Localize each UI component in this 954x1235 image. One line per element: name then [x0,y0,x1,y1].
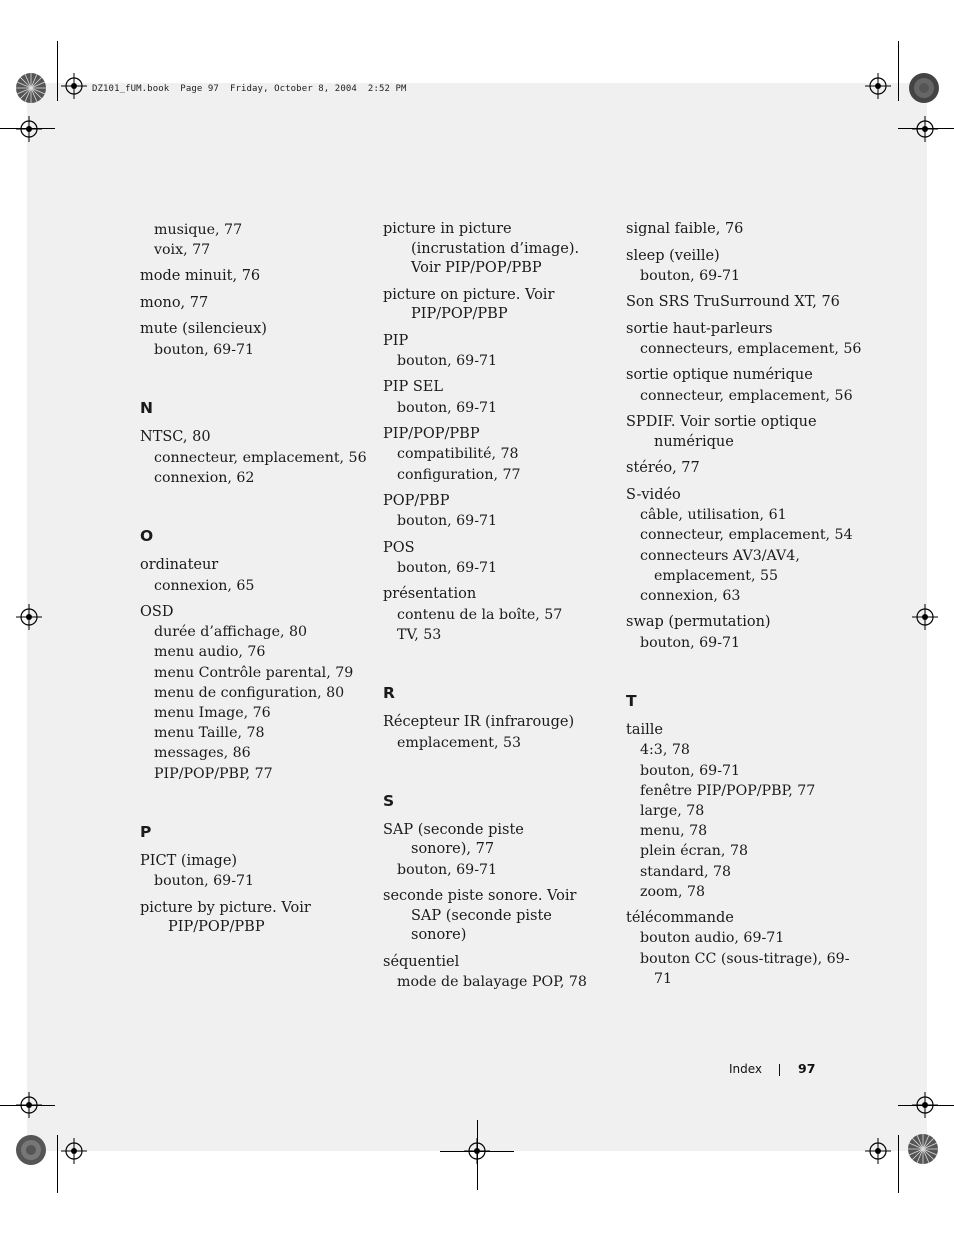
index-term: signal faible, 76 [626,221,744,237]
index-entry [383,332,618,372]
index-subentry: connecteur, emplacement, 56 [154,449,367,466]
index-entry [383,492,618,532]
index-subentry: bouton, 69-71 [640,268,741,284]
index-subentry: configuration, 77 [397,466,521,483]
registration-mark-icon [14,71,48,105]
index-subentry: large, 78 [640,802,705,819]
index-term: NTSC, 80 [140,429,211,446]
index-subentry: standard, 78 [640,863,732,880]
index-entry [626,320,861,360]
index-subentry: bouton CC (sous-titrage), 69- [640,950,850,967]
index-term: SAP (seconde piste [383,821,524,838]
footer-section-label: Index [729,1062,763,1076]
index-term-continuation: sonore) [411,927,467,944]
index-subentry: menu Image, 76 [154,705,271,722]
index-term: sleep (veille) [626,247,720,264]
crosshair-target-icon [16,604,42,630]
registration-mark-icon [907,71,941,105]
index-term: séquentiel [383,953,460,970]
index-column-2 [383,220,618,999]
index-entry [140,899,375,938]
index-entry [140,267,375,287]
registration-mark-icon [906,1132,940,1166]
index-term: Son SRS TruSurround XT, 76 [626,294,840,311]
index-term: S-vidéo [626,486,681,503]
page-number: 97 [798,1061,816,1076]
index-entry [383,286,618,325]
index-subentry: TV, 53 [397,626,442,643]
index-subentry: compatibilité, 78 [397,446,519,463]
index-subentry: connecteurs AV3/AV4, [640,547,800,564]
index-term: picture in picture [383,221,512,237]
index-term: taille [626,721,663,738]
index-subentry: menu Contrôle parental, 79 [154,664,354,681]
crop-line [477,1120,478,1190]
index-entry [140,556,375,596]
crosshair-target-icon [912,1092,938,1118]
index-subentry: menu audio, 76 [154,644,266,661]
index-subentry: fenêtre PIP/POP/PBP, 77 [640,782,816,799]
index-subentry: musique, 77 [154,222,243,238]
index-letter-heading: S [383,791,395,810]
index-term: swap (permutation) [626,614,771,631]
crop-line [898,1135,899,1193]
index-entry [140,428,375,488]
index-column-3 [626,220,861,996]
index-subentry: zoom, 78 [640,883,706,900]
index-subentry: 4:3, 78 [640,742,690,759]
index-entry [626,459,861,479]
print-header: DZ101_fUM.book Page 97 Friday, October 8, 2004 2:52 PM [92,84,407,94]
index-term: picture on picture. Voir [383,286,555,303]
index-term: picture by picture. Voir [140,899,311,916]
index-letter-heading: R [383,684,395,703]
index-term: sortie optique numérique [626,367,813,384]
index-entry [383,378,618,418]
index-letter-heading: N [140,399,153,418]
index-subentry: voix, 77 [154,242,211,259]
index-subentry: connecteur, emplacement, 54 [640,527,853,544]
index-entry [140,294,375,314]
index-entry [383,713,618,753]
index-term-continuation: numérique [654,433,734,450]
index-entry [383,425,618,485]
index-term: PIP [383,332,409,349]
index-subentry: plein écran, 78 [640,843,748,860]
index-entry [383,585,618,645]
index-term: Récepteur IR (infrarouge) [383,714,575,731]
index-term: PIP/POP/PBP [383,425,480,442]
index-letter-heading: O [140,527,154,546]
index-subentry: connecteurs, emplacement, 56 [640,341,862,358]
index-term: SPDIF. Voir sortie optique [626,414,817,431]
index-entry [383,539,618,579]
index-term: PICT (image) [140,852,238,869]
index-term-continuation: sonore), 77 [411,841,495,858]
index-entry [383,953,618,993]
index-letter-heading: T [626,691,637,710]
crosshair-target-icon [61,73,87,99]
index-letter-heading: P [140,822,152,841]
crosshair-target-icon [912,116,938,142]
index-subentry: bouton, 69-71 [640,634,741,651]
index-term: sortie haut-parleurs [626,320,773,337]
index-subentry: menu Taille, 78 [154,725,265,742]
index-term: stéréo, 77 [626,460,700,477]
index-term-continuation: Voir PIP/POP/PBP [411,260,542,276]
crosshair-target-icon [61,1138,87,1164]
index-term-continuation: SAP (seconde piste [411,907,552,924]
index-entry [626,721,861,902]
index-subentry: bouton, 69-71 [397,353,498,369]
index-column-1 [140,220,375,945]
index-entry [140,603,375,784]
footer-separator [779,1064,780,1076]
index-term: OSD [140,603,174,620]
index-entry [626,613,861,653]
index-term: POP/PBP [383,492,450,509]
index-subentry: bouton, 69-71 [397,560,498,577]
index-subentry: connexion, 63 [640,587,741,604]
crop-line [898,41,899,101]
index-subentry: bouton audio, 69-71 [640,930,785,947]
index-subentry: bouton, 69-71 [397,513,498,530]
index-term-continuation: PIP/POP/PBP [168,919,265,936]
index-term: ordinateur [140,557,219,574]
crosshair-target-icon [16,116,42,142]
crosshair-target-icon [912,604,938,630]
index-term: mute (silencieux) [140,321,267,338]
crosshair-target-icon [865,1138,891,1164]
index-term-continuation: PIP/POP/PBP [411,306,508,322]
index-entry [383,821,618,880]
index-entry [383,887,618,946]
index-subentry: bouton, 69-71 [154,873,255,890]
index-subentry: bouton, 69-71 [397,861,498,878]
index-entry [140,220,375,260]
crop-line [57,1135,58,1193]
index-subentry: bouton, 69-71 [640,762,741,779]
index-subentry: emplacement, 55 [654,567,779,584]
index-subentry: connexion, 62 [154,469,255,486]
index-subentry: câble, utilisation, 61 [640,507,787,524]
index-subentry: bouton, 69-71 [397,399,498,416]
index-term: POS [383,539,415,556]
index-term: mode minuit, 76 [140,268,261,285]
index-entry [626,413,861,452]
index-subentry: messages, 86 [154,745,251,762]
index-term: PIP SEL [383,379,443,396]
index-subentry: menu, 78 [640,823,708,840]
index-term-continuation: (incrustation d’image). [411,240,580,257]
index-entry [140,852,375,892]
index-subentry: 71 [654,970,673,987]
index-subentry: contenu de la boîte, 57 [397,606,563,623]
index-subentry: emplacement, 53 [397,734,522,751]
index-entry [626,366,861,406]
registration-mark-icon [14,1133,48,1167]
index-entry [383,220,618,279]
index-entry [140,320,375,360]
index-entry [626,247,861,287]
crosshair-target-icon [16,1092,42,1118]
index-term: mono, 77 [140,294,209,311]
index-subentry: connexion, 65 [154,577,255,594]
index-entry [626,293,861,313]
index-entry [626,220,861,240]
crop-line [57,41,58,101]
index-subentry: connecteur, emplacement, 56 [640,387,853,404]
index-term: présentation [383,586,477,603]
index-subentry: menu de configuration, 80 [154,684,345,701]
index-subentry: bouton, 69-71 [154,341,255,358]
index-entry [626,909,861,989]
index-subentry: PIP/POP/PBP, 77 [154,765,273,782]
index-subentry: durée d’affichage, 80 [154,624,308,641]
index-term: télécommande [626,909,734,926]
index-term: seconde piste sonore. Voir [383,888,577,905]
index-entry [626,486,861,607]
crosshair-target-icon [865,73,891,99]
index-subentry: mode de balayage POP, 78 [397,974,587,991]
